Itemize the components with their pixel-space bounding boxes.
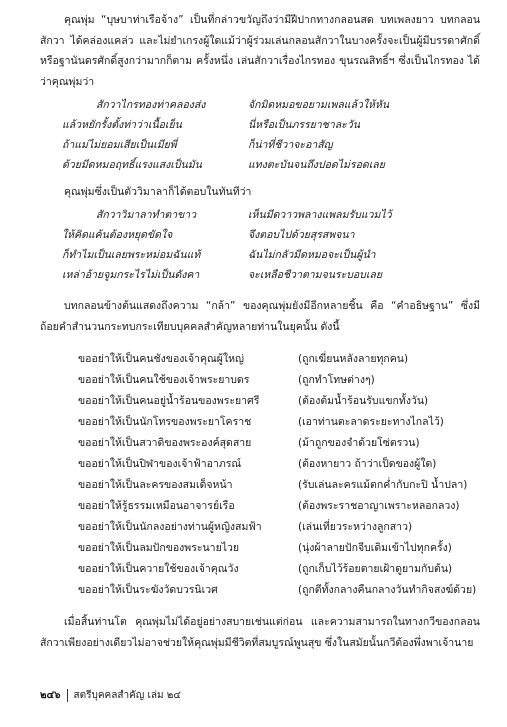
wish-item — [78, 350, 507, 367]
wish-note: (รับเล่นละครแม้ตกค่ำกับกะปิ น้ำปลา) — [298, 479, 468, 491]
verse2-first-half: ก็ทำไมเป็นเลยพระหม่อมฉันแท้ — [62, 249, 201, 261]
verse1-first-half: ถ้าแม่ไม่ยอมเสียเป็นเมียพี่ — [62, 139, 177, 151]
verse2-line — [62, 206, 478, 223]
wish-text: ขออย่าให้เป็นระฆังวัดบวรนิเวศ — [78, 584, 218, 596]
wish-note: (ต้องพระราชอาญาเพราะหลอกลวง) — [298, 500, 460, 512]
verse2-second-half: จะเหลือชีวาตามจนระบอบเลย — [248, 269, 383, 281]
wish-item — [78, 518, 507, 535]
verse1-second-half: จักมิดหมอขอยามเพลแล้วให้หัน — [248, 99, 390, 111]
wish-text: ขออย่าให้เป็นปิฬาของเจ้าฟ้าอาภรณ์ — [78, 458, 242, 470]
wish-item — [78, 476, 507, 493]
wish-note: (ถูกเก็บไว้ร้อยตายเฝ้าดูยามกับต้น) — [298, 563, 453, 575]
verse2-second-half: เห็นมีดวาวพลางแพลมรับแวมไว้ — [248, 209, 392, 221]
wish-text: ขออย่าให้เป็นคนใช้ของเจ้าพระยาบดร — [78, 374, 250, 386]
verse1-line — [62, 96, 478, 113]
wish-note: (ต้องต้มน้ำร้อนรับแขกทั้งวัน) — [298, 395, 429, 407]
wish-item — [78, 497, 507, 514]
wish-item — [78, 581, 507, 598]
wish-text: ขออย่าให้เป็นลมปักของพระนายไวย — [78, 542, 240, 554]
wish-text: ขออย่าให้เป็นนักโทรของพระยาโคราช — [78, 416, 252, 428]
page-number: ๒๔๖ — [40, 690, 61, 701]
wish-item — [78, 434, 507, 451]
verse2-first-half: สักวาวิมาลาทำตาขาว — [96, 209, 197, 221]
page-footer — [40, 688, 181, 703]
paragraph-intro: คุณพุ่ม “บุษบาท่าเรือจ้าง” เป็นที่กล่าวขวัญถึงว่ามีฝีปากทางกลอนสด บทเพลงยาว บทกลอนสักวา ได้คล่องแคล่ว และไม่ยำเกรงผู้ใดแม้ว่าผู้ร่วมเล่นกลอนสักวาในบางครั้งจะเป็นผู้มีบรรดาศักดิ์หรือฐานันดรศักดิ์สูงกว่ามากก็ตาม ครั้งหนึ่ง เล่นสักวาเรื่องไกรทอง ขุนรณสิทธิ์ฯ ซึ่งเป็นไกรทอง ได้ว่าคุณพุ่มว่า — [40, 14, 480, 88]
book-title: สตรีบุคคลสำคัญ เล่ม ๒๔ — [73, 690, 181, 701]
wish-text: ขออย่าให้เป็นควายใช้ของเจ้าคุณวัง — [78, 563, 239, 575]
verse2-second-half: จึงตอบไปด้วยสุรสพจนา — [248, 229, 355, 241]
wish-text: ขออย่าให้เป็นนักลงอย่างท่านผู้หญิงสมฟ้า — [78, 521, 262, 533]
wish-item — [78, 413, 507, 430]
wish-text: ขออย่าให้เป็นคนอยู่น้ำร้อนของพระยาศรี — [78, 395, 260, 407]
wish-note: (ถูกเฆี่ยนหลังลายทุกคน) — [298, 353, 409, 365]
wish-text: ขออย่าให้เป็นละครของสมเด็จหน้า — [78, 479, 233, 491]
verse2-second-half: ฉันไม่กลัวมีดหมอจะเป็นผู้นำ — [248, 249, 376, 261]
wish-note: (นุ่งผ้าลายปักจีบเดิมเข้าไปทุกครั้ง) — [298, 542, 452, 554]
wish-text: ขออย่าให้เป็นคนชังของเจ้าคุณผู้ใหญ่ — [78, 353, 244, 365]
wish-note: (ต้องหายาว ถ้าว่าเป็ดของผู้ใด) — [298, 458, 437, 470]
verse2-first-half: เหล่าอ้ายจูมกระไรไม่เป็นดังคา — [62, 269, 200, 281]
verse1-first-half: สักวาไกรทองท่าคลองส่ง — [96, 99, 206, 111]
paragraph-closing: เมื่อสิ้นท่านโต คุณพุ่มไม่ได้อยู่อย่างสบายเช่นแต่ก่อน และความสามารถในทางกวีของกลอนสักวาเพียงอย่างเดียวไม่อาจช่วยให้คุณพุ่มมีชีวิตที่สมบูรณ์พูนสุข ซึ่งในสมัยนั้นกวีต้องพึ่งพาเจ้านาย — [40, 616, 480, 649]
verse1-second-half: นี่หรือเป็นภรรยาชาละวัน — [248, 119, 360, 131]
wish-item — [78, 371, 507, 388]
verse1-first-half: ด้วยมีดหมอฤทธิ์แรงแสงเป็นมัน — [62, 159, 202, 171]
wish-item — [78, 539, 507, 556]
verse1-first-half: แล้วหยักรั้งตั้งท่าว่าเนื้อเย็น — [62, 119, 182, 131]
footer-divider — [67, 689, 68, 702]
wish-note: (เอาท่านตะลาดระยะทางไกลไว้) — [298, 416, 444, 428]
wish-note: (ถูกตีทั้งกลางคืนกลางวันทำกิจสงฆ์ด้วย) — [298, 584, 477, 596]
verse2-line — [62, 266, 478, 283]
wish-item — [78, 392, 507, 409]
wish-note: (เล่นเที่ยวระหว่างลูกสาว) — [298, 521, 413, 533]
verse1-second-half: ก็น่าที่ชีวาจะอาสัญ — [248, 139, 333, 151]
verse1-second-half: แทงตะบันจนถึงปอดไม่รอดเลย — [248, 159, 385, 171]
wish-note: (ม้าถูกของจำด้วยโซ่ตรวน) — [298, 437, 420, 449]
wish-text: ขออย่าให้รู้ธรรมเหมือนอาจารย์เรือ — [78, 500, 235, 512]
verse2-line — [62, 246, 478, 263]
verse2-first-half: ให้คิดแค้นต้องหยุดขัดใจ — [62, 229, 173, 241]
wish-item — [78, 560, 507, 577]
verse2-line — [62, 226, 478, 243]
verse1-line — [62, 156, 478, 173]
wish-item — [78, 455, 507, 472]
paragraph-response: คุณพุ่มซึ่งเป็นตัววิมาลาก็ได้ตอบในทันทีว่า — [64, 186, 252, 198]
verse1-line — [62, 116, 478, 133]
wish-note: (ถูกทำโทษต่างๆ) — [298, 374, 375, 386]
paragraph-wishes-intro: บทกลอนข้างต้นแสดงถึงความ “กล้า” ของคุณพุ่มยังมีอีกหลายชิ้น คือ “คำอธิษฐาน” ซึ่งมีถ้อยคำสำนวนกระทบกระเทียบบุคคลสำคัญหลายท่านในยุคนั้น ดังนี้ — [40, 300, 480, 333]
verse1-line — [62, 136, 478, 153]
wish-text: ขออย่าให้เป็นสวาดิของพระองค์สุดสาย — [78, 437, 252, 449]
